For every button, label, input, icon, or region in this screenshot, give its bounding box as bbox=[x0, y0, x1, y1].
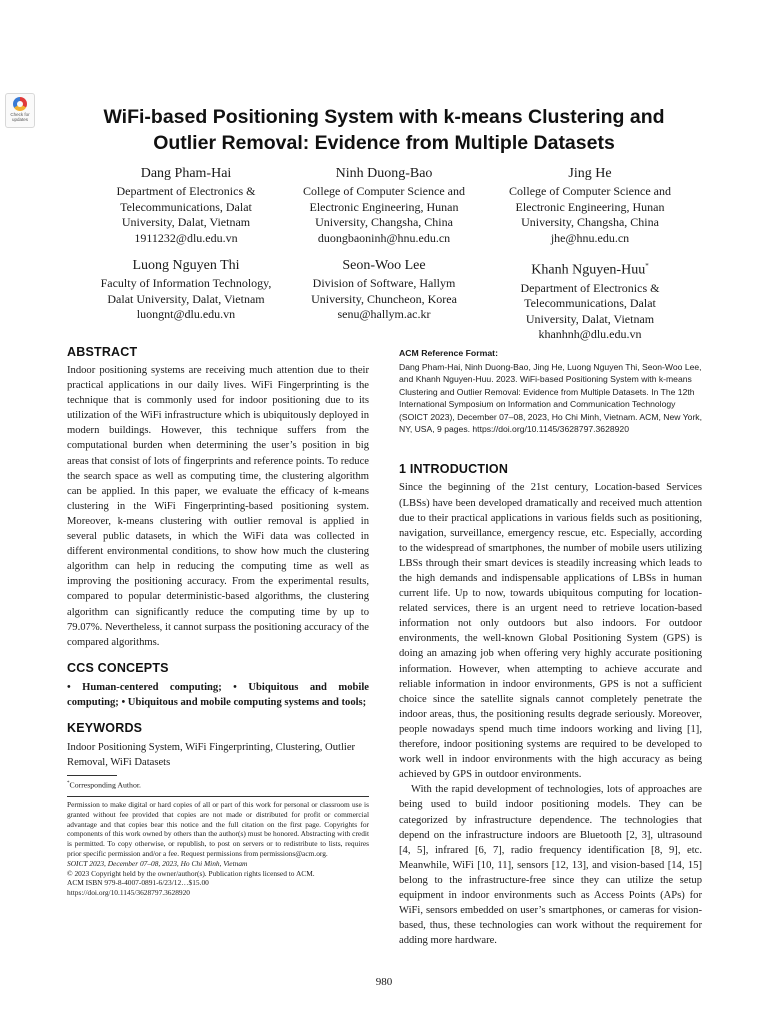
footnote-mark: * bbox=[67, 781, 70, 786]
badge-label-2: updates bbox=[11, 117, 28, 122]
intro-paragraph-2: With the rapid development of technologies, lots of approaches are being used to build indoor positioning models. They can be categorized by infrastructure dependence. The technologies that depend on the infrastructure indoors are Bluetooth [2, 3], ultrasound [4, 5], infrared [6, 7], radio frequency identification [8, 9], etc. Meanwhile, WiFi [10, 11], sensors [12, 13], and vision-based [14, 15] belong to the infrastructure-free since they can utilize the setup equipment in indoor environments such as Access Points (APs) for WiFi, sensors embedded on user’s smartphones, or cameras for vision-based, thus, these technologies can work without the requirement for adding more hardware. bbox=[399, 784, 702, 947]
paper-title bbox=[60, 104, 708, 156]
author-name: Jing He bbox=[568, 166, 612, 181]
abstract-heading: ABSTRACT bbox=[67, 345, 138, 359]
title-line-2: Outlier Removal: Evidence from Multiple Datasets bbox=[153, 132, 615, 154]
author-name: Luong Nguyen Thi bbox=[132, 258, 240, 273]
keywords-heading: KEYWORDS bbox=[67, 720, 143, 735]
author-block bbox=[279, 257, 489, 323]
keywords-text: Indoor Positioning System, WiFi Fingerprinting, Clustering, Outlier Removal, WiFi Datasets bbox=[67, 741, 356, 769]
author-affiliation: Electronic Engineering, Hunan bbox=[515, 199, 665, 214]
acm-ref-heading: ACM Reference Format: bbox=[399, 348, 498, 358]
copyright-line: © 2023 Copyright held by the owner/author(s). Publication rights licensed to ACM. bbox=[67, 868, 315, 878]
corresponding-footnote bbox=[67, 779, 369, 791]
author-affiliation: Division of Software, Hallym bbox=[312, 276, 456, 290]
intro-heading: 1 INTRODUCTION bbox=[399, 462, 509, 477]
author-affiliation: Telecommunications, Dalat bbox=[524, 296, 656, 311]
corresponding-mark: * bbox=[645, 262, 649, 270]
author-block bbox=[485, 257, 695, 343]
author-email[interactable]: luongnt@dlu.edu.vn bbox=[136, 307, 236, 321]
badge-label-1: Check for bbox=[10, 112, 30, 117]
check-for-updates-badge[interactable] bbox=[5, 93, 35, 128]
ccs-heading: CCS CONCEPTS bbox=[67, 660, 169, 675]
permission-block bbox=[67, 800, 369, 898]
author-block bbox=[81, 257, 291, 323]
author-name: Dang Pham-Hai bbox=[140, 166, 232, 181]
author-affiliation: College of Computer Science and bbox=[303, 184, 465, 198]
permission-divider bbox=[67, 796, 369, 797]
author-name bbox=[485, 257, 695, 280]
intro-paragraph-1: Since the beginning of the 21st century, Location-based Services (LBSs) have been developed dramatically and received much attention due to their practical applications in various fields such as positioning, navigation, surveillance, emergency rescue, etc. Especially, according to the widespread of smartphones, the number of mobile users utilizing LBSs through their smart devices is steadily increasing which leads to the high demands and indispensable applications of LBSs in human current life. Up to now, towards ubiquitous computing for location-related services, there is an urgent need to retrieve location-based information not only outdoors but also indoors. For outdoor environments, the well-known Global Positioning System (GPS) is doing an amazing job when offering very highly accurate positioning information. However, when attempting to achieve accurate and reliable information in indoor environments, GPS is not a sufficient choice since the satellite signals cannot completely penetrate the indoor areas, thus, the positioning results degrade seriously. Moreover, people nowadays spend much time indoors working and living [1], therefore, indoor positioning systems are required to be developed to work well in indoor environments with the high accuracy as being achieved by GPS in outdoor environments. bbox=[399, 482, 702, 781]
author-affiliation: University, Chuncheon, Korea bbox=[311, 291, 457, 306]
author-name: Ninh Duong-Bao bbox=[335, 166, 433, 181]
author-affiliation: University, Changsha, China bbox=[521, 215, 659, 229]
author-affiliation: University, Dalat, Vietnam bbox=[121, 215, 251, 229]
author-email[interactable]: khanhnh@dlu.edu.vn bbox=[538, 327, 642, 342]
left-column bbox=[67, 344, 369, 770]
check-updates-icon bbox=[13, 97, 27, 111]
author-affiliation: University, Dalat, Vietnam bbox=[525, 311, 655, 326]
author-affiliation: University, Changsha, China bbox=[315, 215, 453, 229]
author-name-text: Khanh Nguyen-Huu bbox=[531, 262, 646, 278]
author-email[interactable]: jhe@hnu.edu.cn bbox=[550, 230, 630, 245]
author-affiliation: Faculty of Information Technology, bbox=[100, 276, 272, 290]
abstract-text: Indoor positioning systems are receiving much attention due to their practical applications in our daily lives. WiFi Fingerprinting is the technique that is commonly used for indoor positioning due to its utilization of the WiFi infrastructure which is ubiquitously deployed in modern buildings. However, this technique suffers from the computational burden when determining the user’s position in big areas that consist of lots of fingerprints and reference points. To reduce the search space as well as computing time, the clustering algorithm can be applied. In this paper, we evaluate the efficacy of k-means clustering in the WiFi Fingerprinting-based positioning system. Moreover, k-means clustering with outlier removal is applied in several public datasets, in which the WiFi data was collected in different environmental conditions, to show how much the clustering algorithm can help in reducing the computing time as well as improving the positioning accuracy. From the experimental results, compared to popular deterministic-based algorithms, the clustering algorithm can significantly reduce the computing time by up to 79.07%. Nevertheless, it cannot surpass the positioning accuracy of the compared algorithms. bbox=[67, 365, 369, 648]
author-affiliation: Electronic Engineering, Hunan bbox=[309, 199, 459, 214]
acm-ref-text: Dang Pham-Hai, Ninh Duong-Bao, Jing He, Luong Nguyen Thi, Seon-Woo Lee, and Khanh Nguyen-Huu. 2023. WiFi-based Positioning System with k-means Clustering and Outlier Removal: Evidence from Multiple Datasets. In The 12th International Symposium on Information and Communication Technology (SOICT 2023), December 07–08, 2023, Ho Chi Minh, Vietnam. ACM, New York, NY, USA, 9 pages. https://doi.org/10.1145/3628797.3628920 bbox=[399, 362, 702, 435]
isbn-line: ACM ISBN 979-8-4007-0891-6/23/12…$15.00 bbox=[67, 878, 209, 888]
author-email[interactable]: senu@hallym.ac.kr bbox=[337, 307, 431, 321]
page-number: 980 bbox=[375, 976, 393, 988]
author-block bbox=[81, 165, 291, 246]
footnote-text: Corresponding Author. bbox=[69, 780, 141, 790]
right-column bbox=[399, 347, 702, 948]
author-block bbox=[485, 165, 695, 246]
footnote-divider bbox=[67, 775, 117, 776]
author-affiliation: Telecommunications, Dalat bbox=[120, 199, 252, 214]
author-affiliation: Dalat University, Dalat, Vietnam bbox=[107, 291, 265, 306]
author-affiliation: Department of Electronics & bbox=[520, 280, 660, 295]
ccs-text: • Human-centered computing; • Ubiquitous and mobile computing; • Ubiquitous and mobile computing systems and tools; bbox=[67, 681, 369, 708]
author-email[interactable]: 1911232@dlu.edu.vn bbox=[134, 230, 238, 245]
author-email[interactable]: duongbaoninh@hnu.edu.cn bbox=[317, 230, 451, 245]
venue-line: SOICT 2023, December 07–08, 2023, Ho Chi Minh, Vietnam bbox=[67, 858, 248, 868]
author-block bbox=[279, 165, 489, 246]
author-name: Seon-Woo Lee bbox=[342, 258, 426, 273]
permission-text: Permission to make digital or hard copies of all or part of this work for personal or classroom use is granted without fee provided that copies are not made or distributed for profit or commercial advantage and that copies bear this notice and the full citation on the first page. Copyrights for components of this work owned by others than the author(s) must be honored. Abstracting with credit is permitted. To copy otherwise, or republish, to post on servers or to redistribute to lists, requires prior specific permission and/or a fee. Request permissions from permissions@acm.org. bbox=[67, 800, 369, 858]
title-line-1: WiFi-based Positioning System with k-means Clustering and bbox=[103, 106, 665, 128]
author-affiliation: College of Computer Science and bbox=[509, 184, 671, 198]
author-affiliation: Department of Electronics & bbox=[116, 184, 256, 198]
doi-link[interactable]: https://doi.org/10.1145/3628797.3628920 bbox=[67, 888, 190, 898]
